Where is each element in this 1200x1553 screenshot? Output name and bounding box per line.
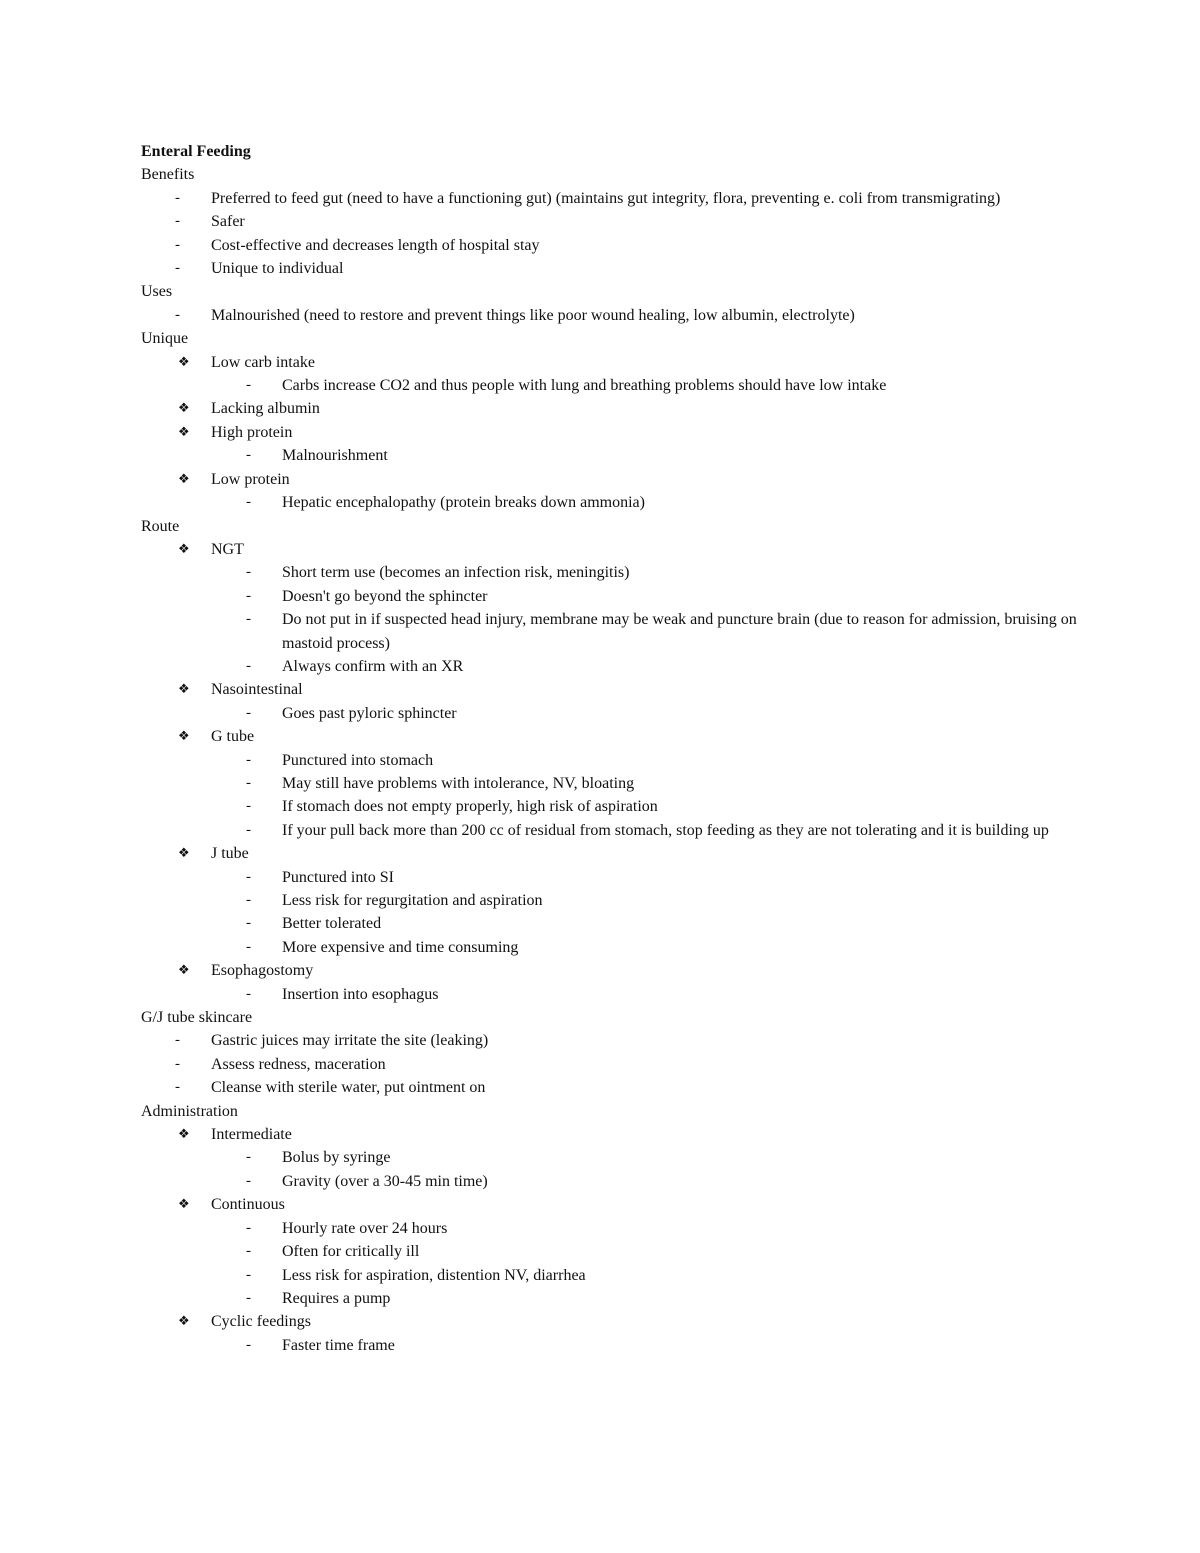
dash-bullet: - <box>246 611 251 628</box>
sub-item-text: Gravity (over a 30-45 min time) <box>282 1172 488 1190</box>
sub-item-text: If your pull back more than 200 cc of residual from stomach, stop feeding as they are not tolerating and it is building up <box>282 821 1049 839</box>
diamond-bullet-icon: ❖ <box>178 846 190 862</box>
diamond-bullet-icon: ❖ <box>178 1314 190 1330</box>
sub-item-text: Malnourishment <box>282 447 388 465</box>
sub-item-text: Insertion into esophagus <box>282 985 439 1003</box>
sub-item-text: Less risk for aspiration, distention NV, diarrhea <box>282 1266 586 1284</box>
list-item <box>141 304 1081 327</box>
document-body <box>141 140 1081 1357</box>
sub-item-text: Often for critically ill <box>282 1243 420 1261</box>
dash-bullet: - <box>246 1289 251 1306</box>
item-text: Esophagostomy <box>211 962 314 980</box>
item-text: Assess redness, maceration <box>211 1055 386 1073</box>
section-heading: Benefits <box>141 166 195 184</box>
section-heading: G/J tube skincare <box>141 1009 253 1027</box>
list-item <box>141 1029 1081 1052</box>
list-item <box>141 1076 1081 1099</box>
sections-container <box>141 163 1081 1357</box>
subheading-item <box>141 468 1081 491</box>
subheading-item <box>141 1193 1081 1216</box>
sub-item-text: Punctured into stomach <box>282 751 434 769</box>
item-text: Lacking albumin <box>211 400 320 418</box>
diamond-bullet-icon: ❖ <box>178 424 190 440</box>
item-text: Unique to individual <box>211 260 344 278</box>
dash-bullet: - <box>246 564 251 581</box>
item-text: Malnourished (need to restore and prevent things like poor wound healing, low albumin, electrolyte) <box>211 306 855 324</box>
item-text: G tube <box>211 728 255 746</box>
dash-bullet: - <box>246 1266 251 1283</box>
sub-item-text: More expensive and time consuming <box>282 938 519 956</box>
dash-bullet: - <box>175 213 180 230</box>
dash-bullet: - <box>175 260 180 277</box>
item-text: High protein <box>211 423 293 441</box>
sub-item-text: Punctured into SI <box>282 868 394 886</box>
dash-bullet: - <box>175 1079 180 1096</box>
list-item <box>141 257 1081 280</box>
sub-list-item <box>141 1146 1081 1169</box>
sub-item-text: Short term use (becomes an infection risk, meningitis) <box>282 564 630 582</box>
dash-bullet: - <box>246 377 251 394</box>
dash-bullet: - <box>175 306 180 323</box>
dash-bullet: - <box>246 798 251 815</box>
diamond-bullet-icon: ❖ <box>178 541 190 557</box>
subheading-item <box>141 959 1081 982</box>
item-text: Low carb intake <box>211 353 315 371</box>
sub-list-item <box>141 702 1081 725</box>
sub-item-text: May still have problems with intolerance, NV, bloating <box>282 774 635 792</box>
dash-bullet: - <box>246 494 251 511</box>
sub-list-item <box>141 819 1081 842</box>
subheading-item <box>141 421 1081 444</box>
dash-bullet: - <box>246 1243 251 1260</box>
item-text: Nasointestinal <box>211 681 303 699</box>
diamond-bullet-icon: ❖ <box>178 963 190 979</box>
list-item <box>141 187 1081 210</box>
subheading-item <box>141 725 1081 748</box>
sub-list-item <box>141 491 1081 514</box>
section-heading: Route <box>141 517 180 535</box>
sub-list-item <box>141 655 1081 678</box>
sub-item-text: Faster time frame <box>282 1336 395 1354</box>
sub-item-text: Less risk for regurgitation and aspiration <box>282 892 543 909</box>
dash-bullet: - <box>246 938 251 955</box>
dash-bullet: - <box>246 821 251 838</box>
diamond-bullet-icon: ❖ <box>178 401 190 417</box>
sub-list-item <box>141 1240 1081 1263</box>
sub-item-text: Better tolerated <box>282 915 382 933</box>
sub-item-text: Doesn't go beyond the sphincter <box>282 587 488 605</box>
item-text: Cyclic feedings <box>211 1313 311 1331</box>
subheading-item <box>141 842 1081 865</box>
dash-bullet: - <box>246 587 251 604</box>
section-heading: Uses <box>141 283 173 301</box>
sub-list-item <box>141 889 1081 912</box>
sub-item-text: Goes past pyloric sphincter <box>282 704 457 722</box>
subheading-item <box>141 538 1081 561</box>
dash-bullet: - <box>246 657 251 674</box>
item-text: Cost-effective and decreases length of hospital stay <box>211 236 540 254</box>
sub-list-item <box>141 912 1081 935</box>
sub-list-item <box>141 1170 1081 1193</box>
dash-bullet: - <box>175 1055 180 1072</box>
sub-item-text: Hepatic encephalopathy (protein breaks down ammonia) <box>282 494 645 512</box>
subheading-item <box>141 397 1081 420</box>
sub-item-text: Do not put in if suspected head injury, membrane may be weak and puncture brain (due to reason for admission, bruising on mastoid process) <box>282 611 1077 652</box>
list-item <box>141 210 1081 233</box>
sub-list-item <box>141 936 1081 959</box>
sub-item-text: Always confirm with an XR <box>282 657 464 675</box>
dash-bullet: - <box>175 1032 180 1049</box>
item-text: Preferred to feed gut (need to have a functioning gut) (maintains gut integrity, flora, preventing e. coli from transmigrating) <box>211 189 1001 207</box>
subheading-item <box>141 1310 1081 1333</box>
subheading-item <box>141 351 1081 374</box>
sub-list-item <box>141 561 1081 584</box>
sub-list-item <box>141 772 1081 795</box>
subheading-item <box>141 678 1081 701</box>
section-heading: Administration <box>141 1102 238 1120</box>
dash-bullet: - <box>246 751 251 768</box>
sub-item-text: Hourly rate over 24 hours <box>282 1219 448 1237</box>
diamond-bullet-icon: ❖ <box>178 354 190 370</box>
dash-bullet: - <box>246 868 251 885</box>
sub-item-text: If stomach does not empty properly, high risk of aspiration <box>282 798 658 816</box>
item-text: Low protein <box>211 470 290 488</box>
sub-list-item <box>141 1287 1081 1310</box>
item-text: Intermediate <box>211 1126 292 1144</box>
dash-bullet: - <box>246 1172 251 1189</box>
list-item <box>141 234 1081 257</box>
item-text: Safer <box>211 213 245 231</box>
dash-bullet: - <box>246 1149 251 1166</box>
diamond-bullet-icon: ❖ <box>178 471 190 487</box>
diamond-bullet-icon: ❖ <box>178 1197 190 1213</box>
sub-list-item <box>141 795 1081 818</box>
item-text: Continuous <box>211 1196 285 1214</box>
dash-bullet: - <box>246 892 251 908</box>
dash-bullet: - <box>246 1336 251 1353</box>
subheading-item <box>141 1123 1081 1146</box>
section-heading: Unique <box>141 330 189 348</box>
document-title: Enteral Feeding <box>141 143 251 160</box>
dash-bullet: - <box>246 704 251 721</box>
item-text: NGT <box>211 540 244 558</box>
list-item <box>141 1053 1081 1076</box>
diamond-bullet-icon: ❖ <box>178 682 190 698</box>
item-text: Gastric juices may irritate the site (leaking) <box>211 1032 489 1050</box>
sub-list-item <box>141 1217 1081 1240</box>
sub-list-item <box>141 374 1081 397</box>
diamond-bullet-icon: ❖ <box>178 1127 190 1143</box>
dash-bullet: - <box>175 236 180 253</box>
sub-item-text: Bolus by syringe <box>282 1149 391 1167</box>
sub-list-item <box>141 749 1081 772</box>
sub-list-item <box>141 1334 1081 1357</box>
sub-list-item <box>141 1264 1081 1287</box>
sub-list-item <box>141 585 1081 608</box>
sub-item-text: Requires a pump <box>282 1289 391 1307</box>
dash-bullet: - <box>246 1219 251 1236</box>
diamond-bullet-icon: ❖ <box>178 729 190 745</box>
dash-bullet: - <box>175 189 180 206</box>
sub-item-text: Carbs increase CO2 and thus people with lung and breathing problems should have low intake <box>282 377 887 395</box>
sub-list-item <box>141 983 1081 1006</box>
sub-list-item <box>141 444 1081 467</box>
sub-list-item <box>141 866 1081 889</box>
dash-bullet: - <box>246 915 251 932</box>
sub-list-item <box>141 608 1081 655</box>
item-text: J tube <box>211 845 249 863</box>
item-text: Cleanse with sterile water, put ointment on <box>211 1079 486 1097</box>
dash-bullet: - <box>246 447 251 464</box>
dash-bullet: - <box>246 774 251 791</box>
dash-bullet: - <box>246 985 251 1002</box>
